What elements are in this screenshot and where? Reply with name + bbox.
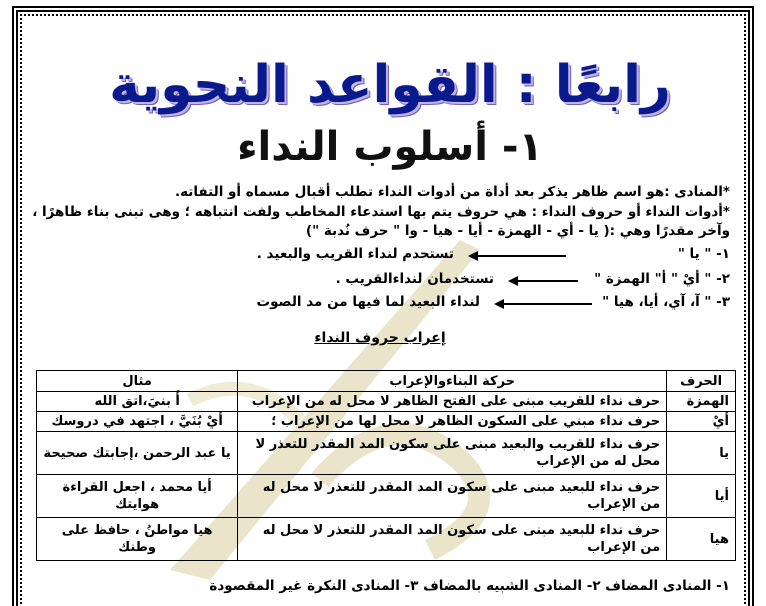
cell-letter: هيا bbox=[667, 518, 736, 561]
definition-tools: *أدوات النداء أو حروف النداء : هي حروف يتم بها استدعاء المخاطب ولفت انتباهه ؛ وهى تبنى بناء ظاهرًا ، bbox=[32, 204, 730, 220]
cell-example: أيا محمد ، اجعل القراءة هوايتك bbox=[37, 475, 238, 518]
table-row bbox=[37, 432, 736, 475]
footer-line: ١- المنادى المضاف ٢- المنادى الشبيه بالمضاف ٣- المنادى النكرة غير المقصودة bbox=[209, 578, 730, 594]
usage-desc-1: تستحدم لنداء القريب والبعيد . bbox=[256, 246, 454, 262]
table-row bbox=[37, 518, 736, 561]
cell-letter: أيا bbox=[667, 475, 736, 518]
table-row bbox=[37, 475, 736, 518]
cell-letter: أيْ bbox=[667, 412, 736, 432]
cell-rule: حرف نداء للبعيد مبنى على سكون المد المقدر للتعذر لا محل له من الإعراب bbox=[238, 518, 667, 561]
definition-tools-list: وآخر مقدرًا وهي :( يا - أي - الهمزة - أيا - هيا - وا " حرف نُدبة ") bbox=[305, 223, 730, 239]
usage-desc-2: تستخدمان لنداءالقريب . bbox=[335, 271, 494, 287]
header-letter: الحرف bbox=[667, 371, 736, 392]
cell-letter: الهمزة bbox=[667, 392, 736, 412]
cell-example: يا عبد الرحمن ،إجابتك صحيحة bbox=[37, 432, 238, 475]
arrow-icon bbox=[470, 255, 566, 257]
cell-rule: حرف نداء مبني على السكون الظاهر لا محل لها من الإعراب ؛ bbox=[238, 412, 667, 432]
table-header-row bbox=[37, 371, 736, 392]
usage-desc-3: لنداء البعيد لما فيها من مد الصوت bbox=[256, 294, 480, 310]
lesson-title: ١- أسلوب النداء bbox=[237, 124, 543, 170]
page-heading: رابعًا : القواعد النحوية bbox=[109, 55, 671, 115]
cell-example: هيا مواطنُ ، حافظ على وطنك bbox=[37, 518, 238, 561]
arrow-icon bbox=[496, 303, 592, 305]
cell-example: أيْ بُنَيَّ ، اجتهد في دروسك bbox=[37, 412, 238, 432]
header-rule: حركة البناءوالإعراب bbox=[238, 371, 667, 392]
definition-vocative: *المنادى :هو اسم ظاهر يذكر بعد أداة من أدوات النداء تطلب أقبال مسماه أو التفاته. bbox=[174, 184, 730, 200]
cell-rule: حرف نداء للقريب والبعيد مبنى على سكون المد المقدر للتعذر لا محل له من الإعراب bbox=[238, 432, 667, 475]
usage-tool-3: ٣- " آ، آي، أيا، هيا " bbox=[602, 294, 730, 310]
header-example: مثال bbox=[37, 371, 238, 392]
usage-tool-1: ١- " يا " bbox=[677, 246, 730, 262]
usage-tool-2: ٢- " أيْ " أ" الهمزة " bbox=[594, 271, 730, 287]
vocative-particles-table bbox=[36, 370, 736, 561]
section-title: إعراب حروف النداء bbox=[314, 330, 446, 346]
table-row bbox=[37, 392, 736, 412]
cell-rule: حرف نداء للبعيد مبنى على سكون المد المقدر للتعذر لا محل له من الإعراب bbox=[238, 475, 667, 518]
cell-letter: يا bbox=[667, 432, 736, 475]
cell-example: أَ بنيَ،اتق الله bbox=[37, 392, 238, 412]
table-row bbox=[37, 412, 736, 432]
arrow-icon bbox=[510, 280, 578, 282]
cell-rule: حرف نداء للقريب مبنى على الفتح الظاهر لا محل له من الإعراب bbox=[238, 392, 667, 412]
